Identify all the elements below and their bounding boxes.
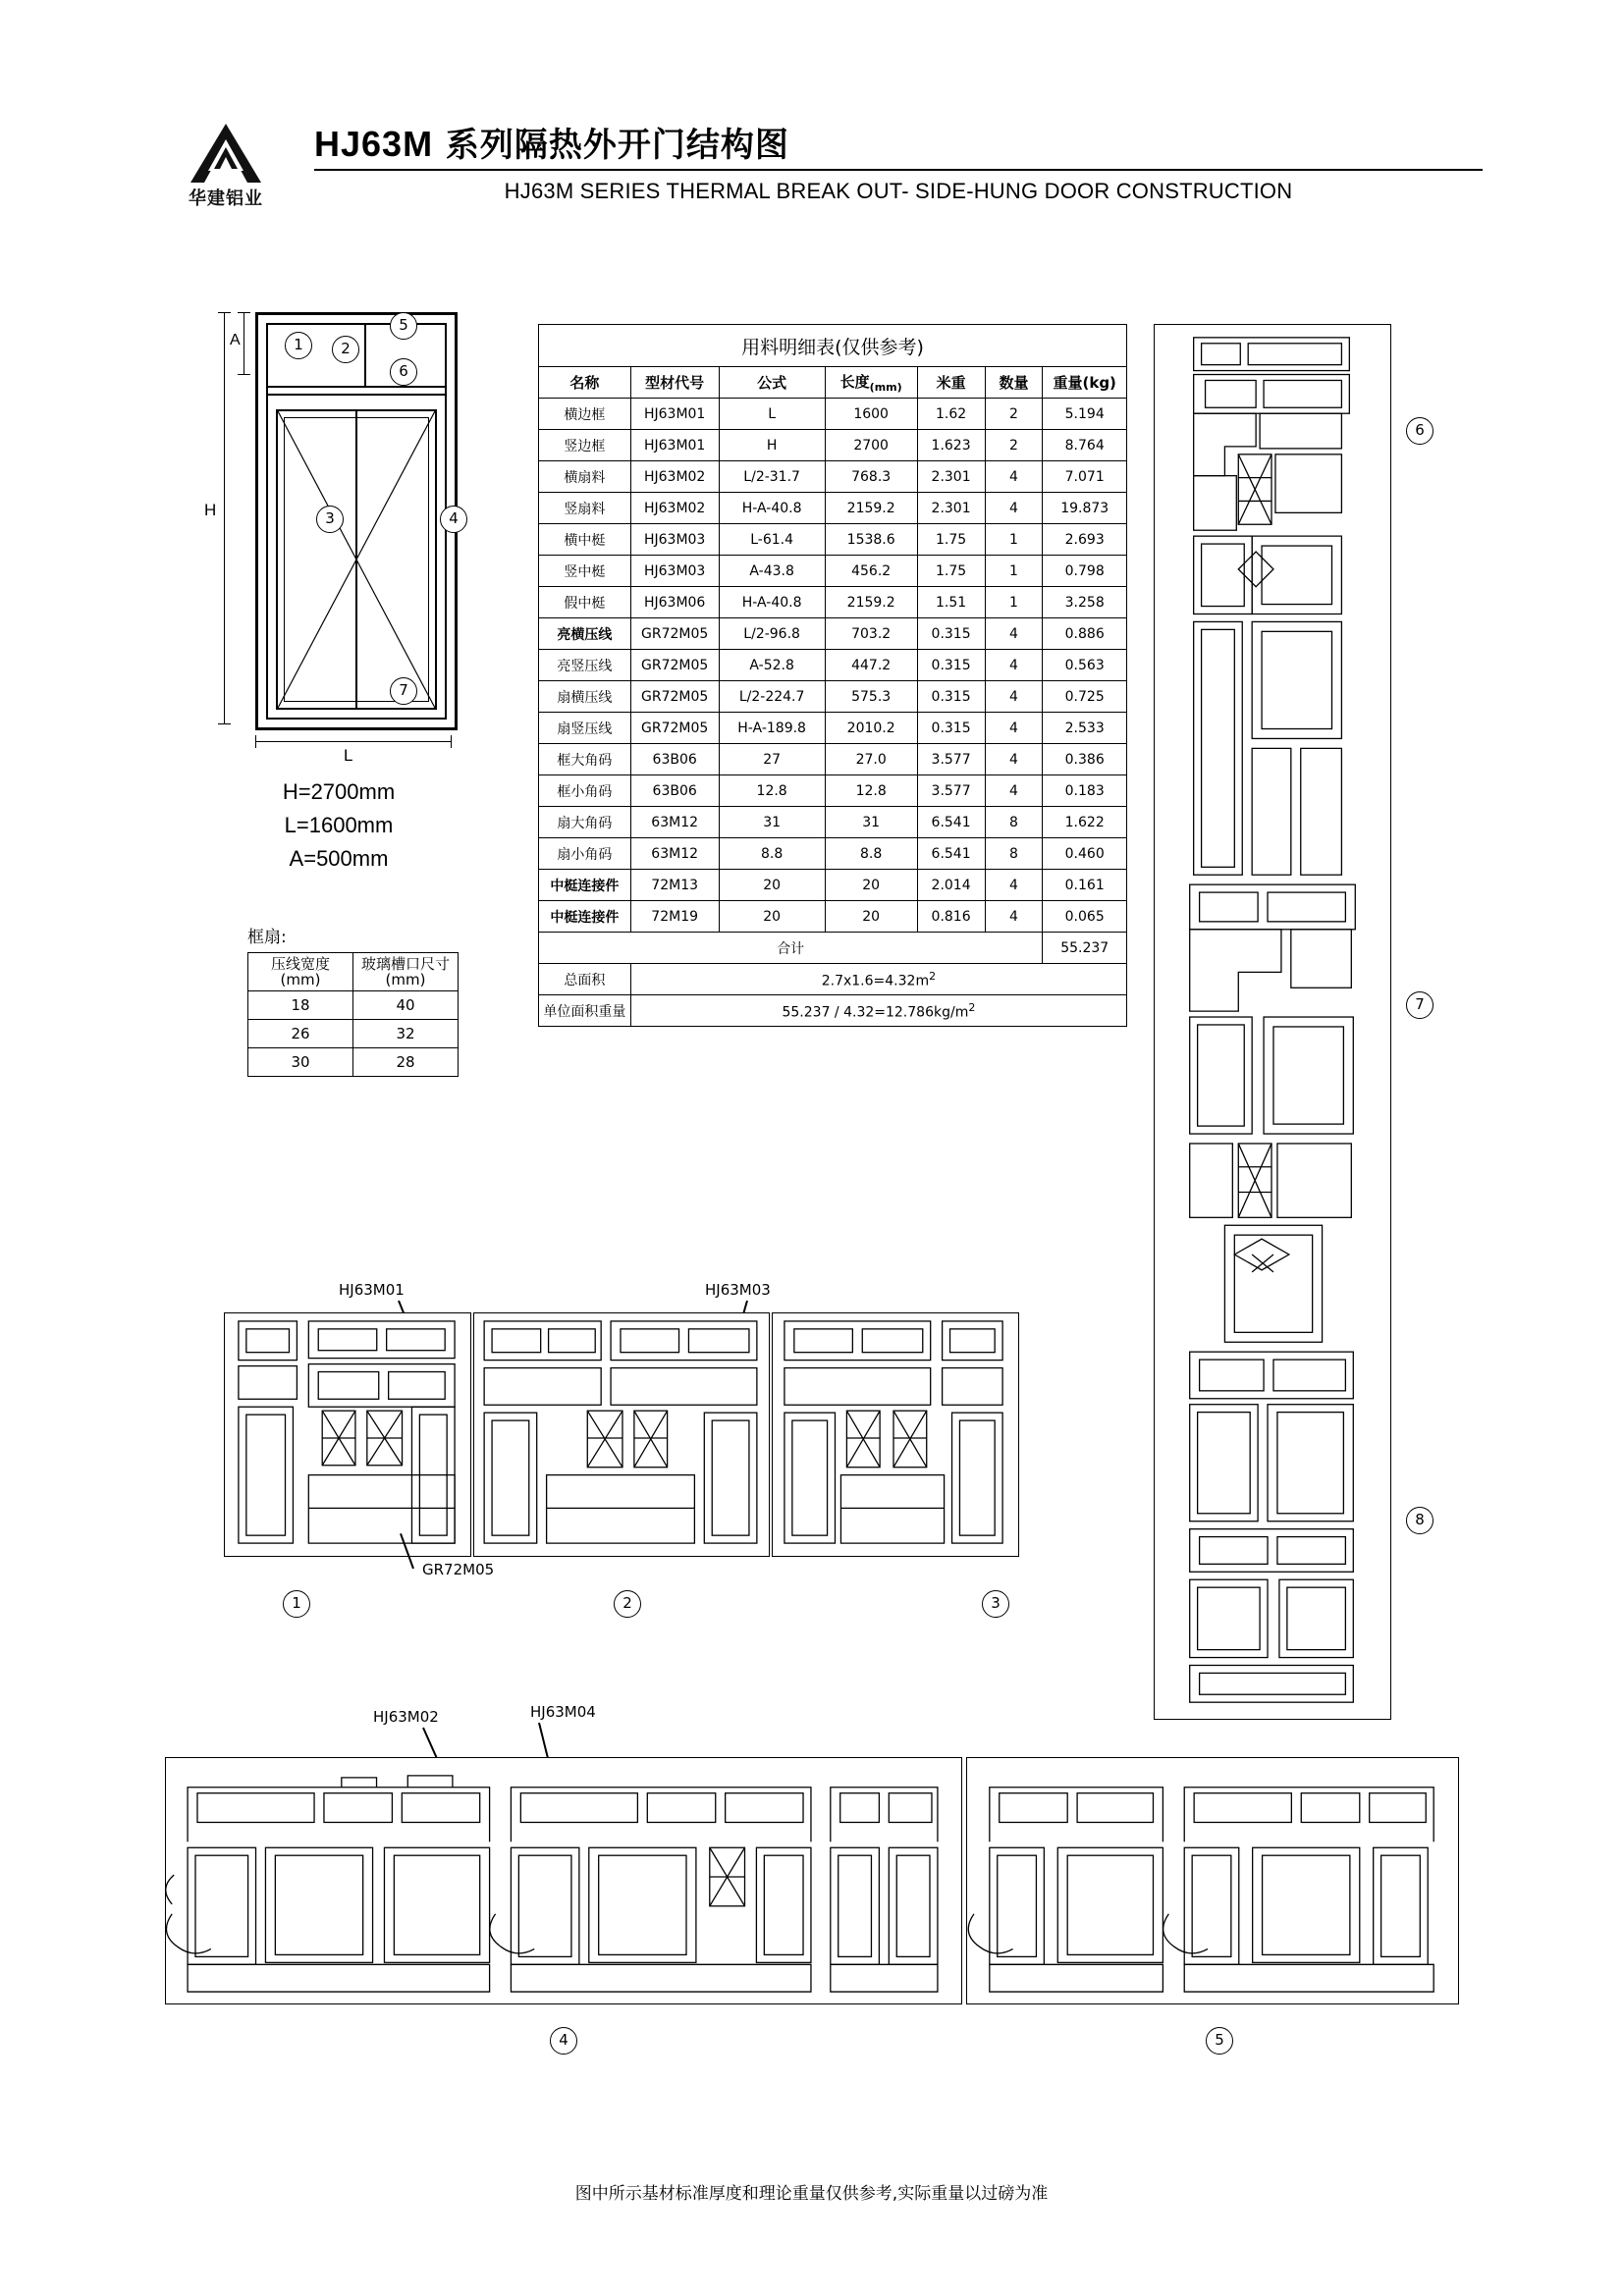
area-label: 总面积 [539,964,631,995]
elevation-transom-mullion [364,325,366,386]
total-value: 55.237 [1043,933,1127,964]
row-6-weight: 3.258 [1043,587,1127,618]
dim-tick-l-left [255,735,256,748]
row-11-qty: 4 [985,744,1043,775]
row-9-formula: L/2-224.7 [719,681,825,713]
row-11-unit-weight: 3.577 [917,744,985,775]
row-5-code: HJ63M03 [630,556,719,587]
row-8-formula: A-52.8 [719,650,825,681]
row-14-name: 扇小角码 [539,838,631,870]
row-11-name: 框大角码 [539,744,631,775]
row-0-unit-weight: 1.62 [917,399,985,430]
dim-tick-h-bottom [218,723,231,724]
section-1-artwork [225,1313,468,1554]
row-7-formula: L/2-96.8 [719,618,825,650]
logo-mark-icon [185,122,267,185]
row-10-name: 扇竖压线 [539,713,631,744]
callout-7: 7 [390,677,417,705]
row-1-weight: 8.764 [1043,430,1127,461]
table-row [539,556,1127,587]
row-2-qty: 4 [985,461,1043,493]
logo-text: 华建铝业 [189,188,263,209]
row-10-length: 2010.2 [825,713,917,744]
callout-4: 4 [440,506,467,533]
row-0-code: HJ63M01 [630,399,719,430]
col-header-name: 名称 [539,367,631,399]
col-header-code: 型材代号 [630,367,719,399]
row-15-unit-weight: 2.014 [917,870,985,901]
section-2-box [473,1312,770,1557]
row-5-unit-weight: 1.75 [917,556,985,587]
row-2-unit-weight: 2.301 [917,461,985,493]
page-title-model: HJ63M [314,124,434,164]
section-label-hj63m03: HJ63M03 [705,1281,771,1299]
dimension-label-a: A [230,332,241,348]
col-header-length-unit: (mm) [869,381,902,394]
row-14-weight: 0.460 [1043,838,1127,870]
section-1-box [224,1312,471,1557]
bead-width-3: 30 [248,1048,353,1077]
row-1-unit-weight: 1.623 [917,430,985,461]
section-label-hj63m01: HJ63M01 [339,1281,405,1299]
callout-5: 5 [390,312,417,340]
row-3-unit-weight: 2.301 [917,493,985,524]
section-label-hj63m02: HJ63M02 [373,1708,439,1726]
row-8-code: GR72M05 [630,650,719,681]
table-row [539,775,1127,807]
row-10-formula: H-A-189.8 [719,713,825,744]
row-7-length: 703.2 [825,618,917,650]
right-section-artwork [1155,325,1388,1717]
row-4-qty: 1 [985,524,1043,556]
row-7-weight: 0.886 [1043,618,1127,650]
callout-6: 6 [390,358,417,386]
table-row [539,995,1127,1027]
row-13-length: 31 [825,807,917,838]
row-8-name: 亮竖压线 [539,650,631,681]
col-header-weight-unit: (kg) [1082,374,1116,392]
row-15-name: 中梃连接件 [539,870,631,901]
row-1-name: 竖边框 [539,430,631,461]
dimension-label-h: H [204,501,217,519]
row-16-unit-weight: 0.816 [917,901,985,933]
dimension-line-a [243,312,244,375]
page-subtitle-en: HJ63M SERIES THERMAL BREAK OUT- SIDE-HUNG DOOR CONSTRUCTION [504,179,1293,203]
table-row [539,744,1127,775]
row-15-code: 72M13 [630,870,719,901]
table-row [539,838,1127,870]
bead-width-2: 26 [248,1020,353,1048]
callout-right-8: 8 [1406,1507,1434,1534]
area-value-text: 2.7x1.6=4.32 [821,973,916,989]
callout-1: 1 [285,332,312,359]
table-row [539,618,1127,650]
page-title-cn: 系列隔热外开门结构图 [433,126,789,165]
row-2-weight: 7.071 [1043,461,1127,493]
row-5-qty: 1 [985,556,1043,587]
row-6-unit-weight: 1.51 [917,587,985,618]
row-9-name: 扇横压线 [539,681,631,713]
row-6-name: 假中梃 [539,587,631,618]
row-12-name: 框小角码 [539,775,631,807]
row-11-formula: 27 [719,744,825,775]
row-10-qty: 4 [985,713,1043,744]
row-12-code: 63B06 [630,775,719,807]
section-3-box [772,1312,1019,1557]
row-5-weight: 0.798 [1043,556,1127,587]
row-16-weight: 0.065 [1043,901,1127,933]
area-value [630,964,1126,995]
row-13-name: 扇大角码 [539,807,631,838]
row-11-weight: 0.386 [1043,744,1127,775]
row-5-length: 456.2 [825,556,917,587]
table-row [539,870,1127,901]
row-2-name: 横扇料 [539,461,631,493]
row-9-code: GR72M05 [630,681,719,713]
table-row [539,430,1127,461]
row-16-qty: 4 [985,901,1043,933]
col-header-length-text: 长度 [839,373,870,391]
row-13-unit-weight: 6.541 [917,807,985,838]
row-13-qty: 8 [985,807,1043,838]
row-14-length: 8.8 [825,838,917,870]
elevation-outer-frame [255,312,458,730]
row-14-formula: 8.8 [719,838,825,870]
row-3-formula: H-A-40.8 [719,493,825,524]
callout-section-4: 4 [550,2027,577,2055]
callout-3: 3 [316,506,344,533]
row-16-formula: 20 [719,901,825,933]
row-16-code: 72M19 [630,901,719,933]
title-divider [314,169,1483,171]
col-header-formula: 公式 [719,367,825,399]
table-row [539,650,1127,681]
row-13-code: 63M12 [630,807,719,838]
row-10-weight: 2.533 [1043,713,1127,744]
callout-section-2: 2 [614,1590,641,1618]
bead-width-1: 18 [248,991,353,1020]
row-1-formula: H [719,430,825,461]
dim-tick-a-top [238,312,250,313]
row-0-name: 横边框 [539,399,631,430]
row-12-weight: 0.183 [1043,775,1127,807]
table-row [248,1048,459,1077]
row-4-weight: 2.693 [1043,524,1127,556]
callout-right-6: 6 [1406,417,1434,445]
row-8-qty: 4 [985,650,1043,681]
unit-weight-sup: 2 [968,1000,976,1014]
table-row [248,953,459,991]
section-4-artwork [166,1758,959,2002]
dim-tick-l-right [451,735,452,748]
row-14-unit-weight: 6.541 [917,838,985,870]
section-3-artwork [773,1313,1016,1554]
row-4-code: HJ63M03 [630,524,719,556]
small-table-header-2-unit: (mm) [385,971,426,988]
table-row [539,587,1127,618]
row-16-name: 中梃连接件 [539,901,631,933]
row-7-unit-weight: 0.315 [917,618,985,650]
row-10-code: GR72M05 [630,713,719,744]
material-table-wrapper [538,324,1127,1027]
row-6-length: 2159.2 [825,587,917,618]
row-15-formula: 20 [719,870,825,901]
table-row [539,461,1127,493]
row-12-qty: 4 [985,775,1043,807]
row-16-length: 20 [825,901,917,933]
row-4-length: 1538.6 [825,524,917,556]
table-row [539,493,1127,524]
small-table-caption: 框扇: [247,928,287,947]
row-6-code: HJ63M06 [630,587,719,618]
dimension-text-h: H=2700mm [282,779,396,804]
table-row [539,807,1127,838]
elevation-transom-line-2 [266,394,447,396]
table-row [539,367,1127,399]
table-row [539,933,1127,964]
small-table-header-1 [248,953,353,991]
elevation-opening-symbols [276,409,437,710]
row-12-length: 12.8 [825,775,917,807]
glazing-bead-table [247,952,459,1077]
row-12-formula: 12.8 [719,775,825,807]
unit-weight-value [630,995,1126,1027]
callout-right-7: 7 [1406,991,1434,1019]
row-6-qty: 1 [985,587,1043,618]
row-11-length: 27.0 [825,744,917,775]
material-table [538,324,1127,1027]
row-2-length: 768.3 [825,461,917,493]
row-11-code: 63B06 [630,744,719,775]
row-14-qty: 8 [985,838,1043,870]
row-5-name: 竖中梃 [539,556,631,587]
area-unit: m [915,973,930,989]
dimension-label-l: L [344,746,353,765]
small-table-header-1-text: 压线宽度 [270,955,330,973]
row-4-name: 横中梃 [539,524,631,556]
row-15-length: 20 [825,870,917,901]
small-table-header-2-text: 玻璃槽口尺寸 [360,955,450,973]
row-7-code: GR72M05 [630,618,719,650]
section-4-box [165,1757,962,2004]
row-12-unit-weight: 3.577 [917,775,985,807]
col-header-length [825,367,917,399]
row-3-weight: 19.873 [1043,493,1127,524]
callout-section-1: 1 [283,1590,310,1618]
row-8-unit-weight: 0.315 [917,650,985,681]
small-table-header-2 [353,953,459,991]
section-2-artwork [474,1313,767,1554]
row-8-length: 447.2 [825,650,917,681]
row-13-weight: 1.622 [1043,807,1127,838]
row-5-formula: A-43.8 [719,556,825,587]
row-7-qty: 4 [985,618,1043,650]
section-5-box [966,1757,1459,2004]
table-row [539,713,1127,744]
glass-slot-2: 32 [353,1020,459,1048]
unit-weight-value-text: 55.237 / 4.32=12.786kg/m [782,1004,969,1021]
row-14-code: 63M12 [630,838,719,870]
col-header-unit-weight: 米重 [917,367,985,399]
page-header [147,118,1483,226]
callout-section-5: 5 [1206,2027,1233,2055]
row-6-formula: H-A-40.8 [719,587,825,618]
company-logo [157,122,295,220]
dimension-line-l [255,741,452,742]
row-13-formula: 31 [719,807,825,838]
section-5-artwork [967,1758,1456,2002]
table-row [539,524,1127,556]
row-1-code: HJ63M01 [630,430,719,461]
row-15-qty: 4 [985,870,1043,901]
page-title [314,118,789,166]
row-8-weight: 0.563 [1043,650,1127,681]
table-row [539,325,1127,367]
row-7-name: 亮横压线 [539,618,631,650]
col-header-weight [1043,367,1127,399]
dimension-text-a: A=500mm [289,846,389,871]
row-2-formula: L/2-31.7 [719,461,825,493]
row-1-qty: 2 [985,430,1043,461]
dimension-line-h [224,312,227,724]
total-label: 合计 [539,933,1043,964]
elevation-transom-line-1 [266,386,447,388]
row-3-qty: 4 [985,493,1043,524]
row-4-unit-weight: 1.75 [917,524,985,556]
table-row [539,964,1127,995]
section-label-hj63m04: HJ63M04 [530,1703,596,1721]
col-header-qty: 数量 [985,367,1043,399]
row-0-length: 1600 [825,399,917,430]
row-0-formula: L [719,399,825,430]
row-0-qty: 2 [985,399,1043,430]
glass-slot-3: 28 [353,1048,459,1077]
dimension-text-l: L=1600mm [284,813,394,837]
footnote: 图中所示基材标准厚度和理论重量仅供参考,实际重量以过磅为准 [574,2184,1049,2204]
row-10-unit-weight: 0.315 [917,713,985,744]
row-0-weight: 5.194 [1043,399,1127,430]
callout-2: 2 [332,336,359,363]
row-9-weight: 0.725 [1043,681,1127,713]
right-section-column [1154,324,1391,1720]
elevation-drawing [187,294,511,775]
table-row [248,1020,459,1048]
dim-tick-a-bottom [238,374,250,375]
row-9-length: 575.3 [825,681,917,713]
col-header-weight-text: 重量 [1053,374,1083,392]
row-9-unit-weight: 0.315 [917,681,985,713]
table-row [539,399,1127,430]
row-3-code: HJ63M02 [630,493,719,524]
row-15-weight: 0.161 [1043,870,1127,901]
row-3-length: 2159.2 [825,493,917,524]
small-table-header-1-unit: (mm) [280,971,321,988]
glass-slot-1: 40 [353,991,459,1020]
table-row [539,681,1127,713]
row-9-qty: 4 [985,681,1043,713]
material-table-title: 用料明细表(仅供参考) [539,325,1127,367]
dim-tick-h-top [218,312,231,313]
row-1-length: 2700 [825,430,917,461]
section-label-gr72m05: GR72M05 [422,1561,495,1578]
table-row [248,991,459,1020]
table-row [539,901,1127,933]
unit-weight-label: 单位面积重量 [539,995,631,1027]
row-2-code: HJ63M02 [630,461,719,493]
callout-section-3: 3 [982,1590,1009,1618]
row-3-name: 竖扇料 [539,493,631,524]
overall-dimensions [211,775,466,876]
row-4-formula: L-61.4 [719,524,825,556]
area-unit-sup: 2 [929,969,937,983]
